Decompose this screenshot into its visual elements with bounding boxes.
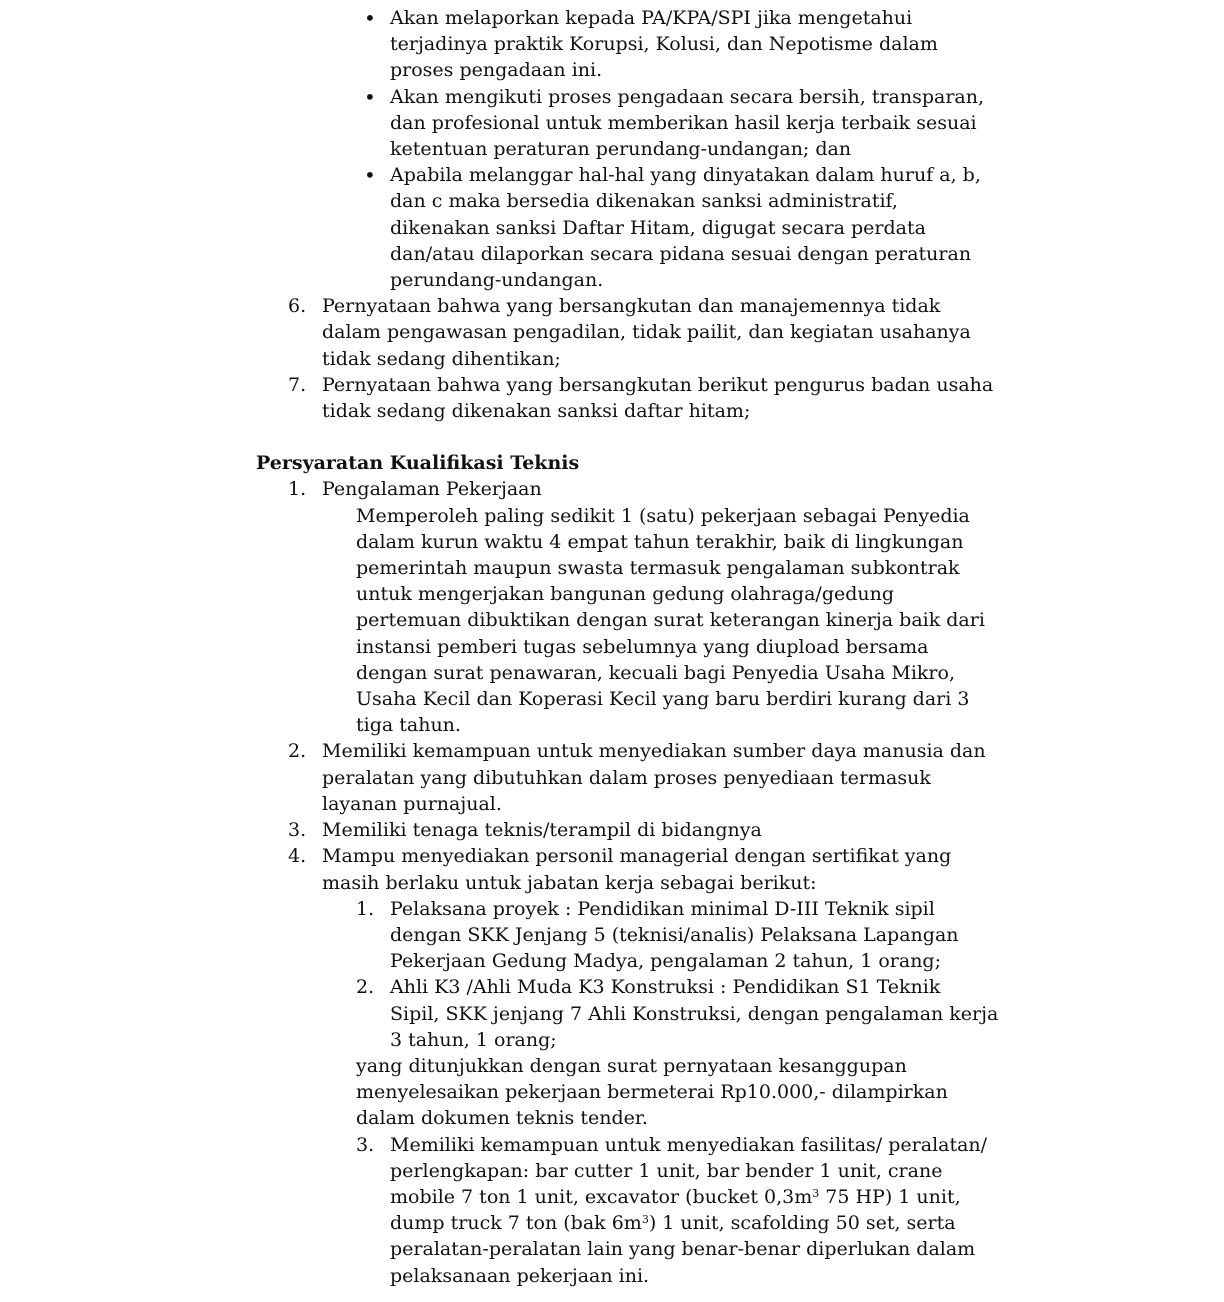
commitment-note: yang ditunjukkan dengan surat pernyataan kesanggupan menyelesaikan pekerjaan bermeterai Rp10.000,- dilampirkan dalam dokumen teknis tender. xyxy=(356,1054,948,1130)
experience-paragraph: Memperoleh paling sedikit 1 (satu) pekerjaan sebagai Penyedia dalam kurun waktu 4 empat tahun terakhir, baik di lingkungan pemerintah maupun swasta termasuk pengalaman subkontrak untuk mengerjakan bangunan gedung olahraga/gedung pertemuan dibuktikan dengan surat keterangan kinerja baik dari instansi pemberi tugas sebelumnya yang diupload bersama dengan surat penawaran, kecuali bagi Penyedia Usaha Mikro, Usaha Kecil dan Koperasi Kecil yang baru berdiri kurang dari 3 tiga tahun. xyxy=(356,504,985,737)
personnel-sub-item-1: 1. Pelaksana proyek : Pendidikan minimal D-III Teknik sipil dengan SKK Jenjang 5 (teknisi/analis) Pelaksana Lapangan Pekerjaan Gedung Madya, pengalaman 2 tahun, 1 orang; xyxy=(356,897,959,973)
item-title: Pengalaman Pekerjaan xyxy=(322,478,542,501)
bullet-dot-icon: • xyxy=(364,84,376,109)
bullet-dot-icon: • xyxy=(364,163,376,188)
bullet-item: • Apabila melanggar hal-hal yang dinyatakan dalam huruf a, b, dan c maka bersedia dikenakan sanksi administratif, dikenakan sanksi Daftar Hitam, digugat secara perdata dan/atau dilaporkan secara pidana sesuai dengan peraturan perundang-undangan. xyxy=(364,163,981,292)
personnel-sub-item-2: 2. Ahli K3 /Ahli Muda K3 Konstruksi : Pendidikan S1 Teknik Sipil, SKK jenjang 7 Ahli Konstruksi, dengan pengalaman kerja 3 tahun, 1 orang; xyxy=(356,976,999,1051)
item-number: 3. xyxy=(288,819,307,842)
bullet-dot-icon: • xyxy=(364,6,376,30)
tech-item-4: 4. Mampu menyediakan personil managerial dengan sertifikat yang masih berlaku untuk jabatan kerja sebagai berikut: xyxy=(288,845,952,894)
item-number: 3. xyxy=(356,1133,375,1156)
item-number: 2. xyxy=(356,976,375,999)
item-number: 1. xyxy=(356,897,375,920)
bullet-item: • Akan mengikuti proses pengadaan secara bersih, transparan, dan profesional untuk memberikan hasil kerja terbaik sesuai ketentuan peraturan perundang-undangan; dan xyxy=(364,84,985,161)
item-number: 7. xyxy=(288,373,307,396)
equipment-line-dump-truck: dump truck 7 ton (bak $6m^3$) 1 unit, scafolding 50 set, serta xyxy=(390,1212,956,1235)
equipment-sub-item-3: 3. Memiliki kemampuan untuk menyediakan fasilitas/ peralatan/ perlengkapan: bar cutter 1 unit, bar bender 1 unit, crane mobile 7 ton 1 unit, excavator (bucket $0,3m^3$ 75 HP) 1 unit, dump truck 7 ton (bak $6m^3$) 1 unit, scafolding 50 set, serta peralatan-peralatan lain yang benar-benar diperlukan dalam pelaksanaan pekerjaan ini. xyxy=(390,1132,1038,1289)
item-number: 4. xyxy=(288,845,307,868)
item-number: 6. xyxy=(288,295,307,318)
item-number: 1. xyxy=(288,478,307,501)
tech-item-1 xyxy=(288,476,1038,502)
equipment-line-excavator: mobile 7 ton 1 unit, excavator (bucket $0,3m^3$ 75 HP) 1 unit, xyxy=(390,1185,961,1208)
tech-item-2: 2. Memiliki kemampuan untuk menyediakan sumber daya manusia dan peralatan yang dibutuhkan dalam proses penyediaan termasuk layanan purnajual. xyxy=(288,740,986,815)
bullet-item: • Akan melaporkan kepada PA/KPA/SPI jika mengetahui terjadinya praktik Korupsi, Kolusi, dan Nepotisme dalam proses pengadaan ini. xyxy=(364,6,938,82)
tech-item-3: 3. Memiliki tenaga teknis/terampil di bidangnya xyxy=(322,817,1038,843)
document-page xyxy=(0,5,1224,1289)
integrity-bullet-list xyxy=(0,5,1224,293)
admin-item-6: 6. Pernyataan bahwa yang bersangkutan dan manajemennya tidak dalam pengawasan pengadilan, tidak pailit, dan kegiatan usahanya tidak sedang dihentikan; xyxy=(288,295,971,370)
admin-item-7: 7. Pernyataan bahwa yang bersangkutan berikut pengurus badan usaha tidak sedang dikenakan sanksi daftar hitam; xyxy=(288,373,994,423)
item-number: 2. xyxy=(288,740,307,763)
section-heading: Persyaratan Kualifikasi Teknis xyxy=(256,452,580,475)
